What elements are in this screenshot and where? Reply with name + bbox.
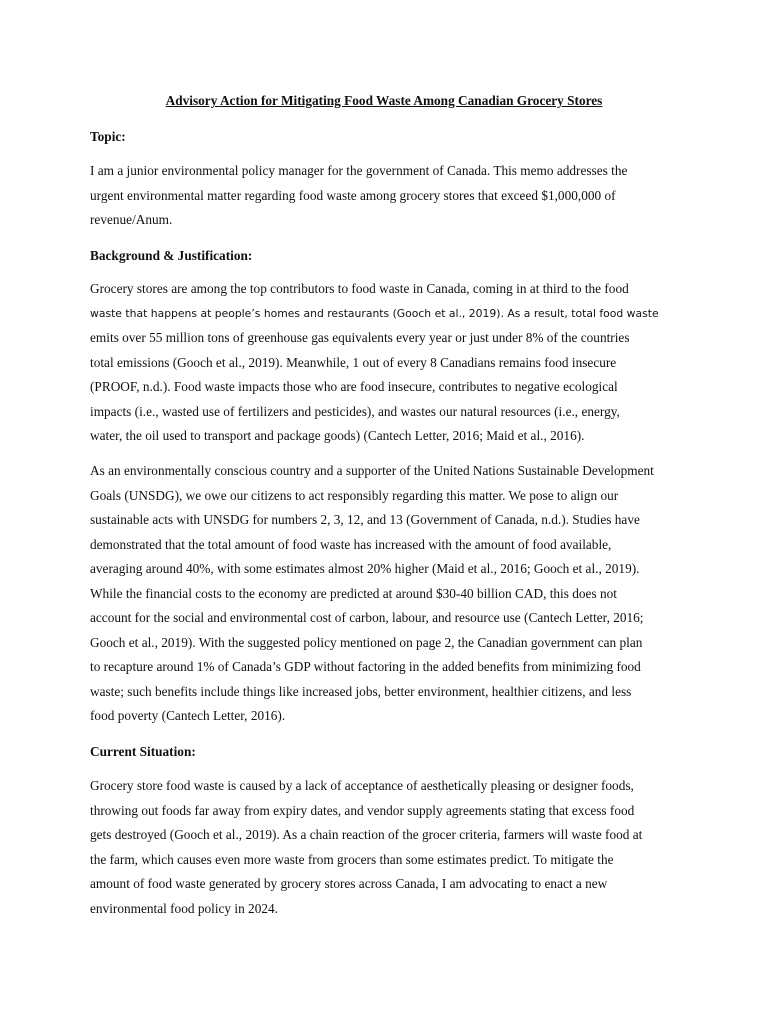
paragraph-line: emits over 55 million tons of greenhouse gas equivalents every year or just under 8% of the countries: [90, 330, 630, 345]
topic-heading: Topic:: [90, 129, 126, 144]
paragraph-line: the farm, which causes even more waste from grocers than some estimates predict. To mitigate the: [90, 851, 614, 867]
paragraph-line: gets destroyed (Gooch et al., 2019). As a chain reaction of the grocer criteria, farmers will waste food at: [90, 827, 643, 842]
paragraph-line: As an environmentally conscious country and a supporter of the United Nations Sustainable Development: [90, 463, 654, 478]
paragraph-line: total emissions (Gooch et al., 2019). Meanwhile, 1 out of every 8 Canadians remains food insecure: [90, 354, 617, 370]
paragraph-line: (PROOF, n.d.). Food waste impacts those who are food insecure, contributes to negative ecological: [90, 379, 618, 394]
paragraph-line: sustainable acts with UNSDG for numbers 2, 3, 12, and 13 (Government of Canada, n.d.). Studies have: [90, 512, 640, 527]
paragraph-line: to recapture around 1% of Canada’s GDP without factoring in the added benefits from minimizing food: [90, 659, 641, 674]
current-situation-heading: Current Situation:: [90, 744, 196, 759]
topic-paragraph: [90, 159, 680, 233]
paragraph-line: Goals (UNSDG), we owe our citizens to act responsibly regarding this matter. We pose to align our: [90, 487, 619, 503]
paragraph-line: I am a junior environmental policy manager for the government of Canada. This memo addresses the: [90, 163, 628, 178]
paragraph-line: demonstrated that the total amount of food waste has increased with the amount of food available,: [90, 536, 612, 552]
paragraph-line: water, the oil used to transport and package goods) (Cantech Letter, 2016; Maid et al., 2016).: [90, 428, 585, 443]
background-paragraph-1: [90, 277, 680, 449]
paragraph-line: waste that happens at people’s homes and restaurants (Gooch et al., 2019). As a result, total food waste: [90, 306, 659, 320]
paragraph-line: waste; such benefits include things like increased jobs, better environment, healthier citizens, and less: [90, 683, 632, 699]
paragraph-line: environmental food policy in 2024.: [90, 900, 278, 916]
paragraph-line: urgent environmental matter regarding food waste among grocery stores that exceed $1,000,000 of: [90, 187, 616, 203]
background-paragraph-2: [90, 459, 680, 729]
paragraph-line: account for the social and environmental cost of carbon, labour, and resource use (Cantech Letter, 2016;: [90, 610, 644, 625]
background-heading: Background & Justification:: [90, 248, 253, 263]
paragraph-line: revenue/Anum.: [90, 212, 173, 227]
current-situation-paragraph: [90, 774, 680, 921]
paragraph-line: Gooch et al., 2019). With the suggested policy mentioned on page 2, the Canadian government can plan: [90, 634, 643, 650]
document-title: Advisory Action for Mitigating Food Waste Among Canadian Grocery Stores: [165, 93, 603, 108]
paragraph-line: amount of food waste generated by grocery stores across Canada, I am advocating to enact a new: [90, 876, 608, 891]
paragraph-line: food poverty (Cantech Letter, 2016).: [90, 708, 286, 723]
paragraph-line: Grocery store food waste is caused by a lack of acceptance of aesthetically pleasing or designer foods,: [90, 778, 634, 793]
paragraph-line: Grocery stores are among the top contributors to food waste in Canada, coming in at third to the food: [90, 281, 629, 296]
paragraph-line: impacts (i.e., wasted use of fertilizers and pesticides), and wastes our natural resources (i.e., energy,: [90, 403, 620, 419]
paragraph-line: averaging around 40%, with some estimates almost 20% higher (Maid et al., 2016; Gooch et al., 2019).: [90, 561, 640, 576]
paragraph-line: throwing out foods far away from expiry dates, and vendor supply agreements stating that excess food: [90, 802, 635, 818]
paragraph-line: While the financial costs to the economy are predicted at around $30-40 billion CAD, this does not: [90, 585, 617, 601]
